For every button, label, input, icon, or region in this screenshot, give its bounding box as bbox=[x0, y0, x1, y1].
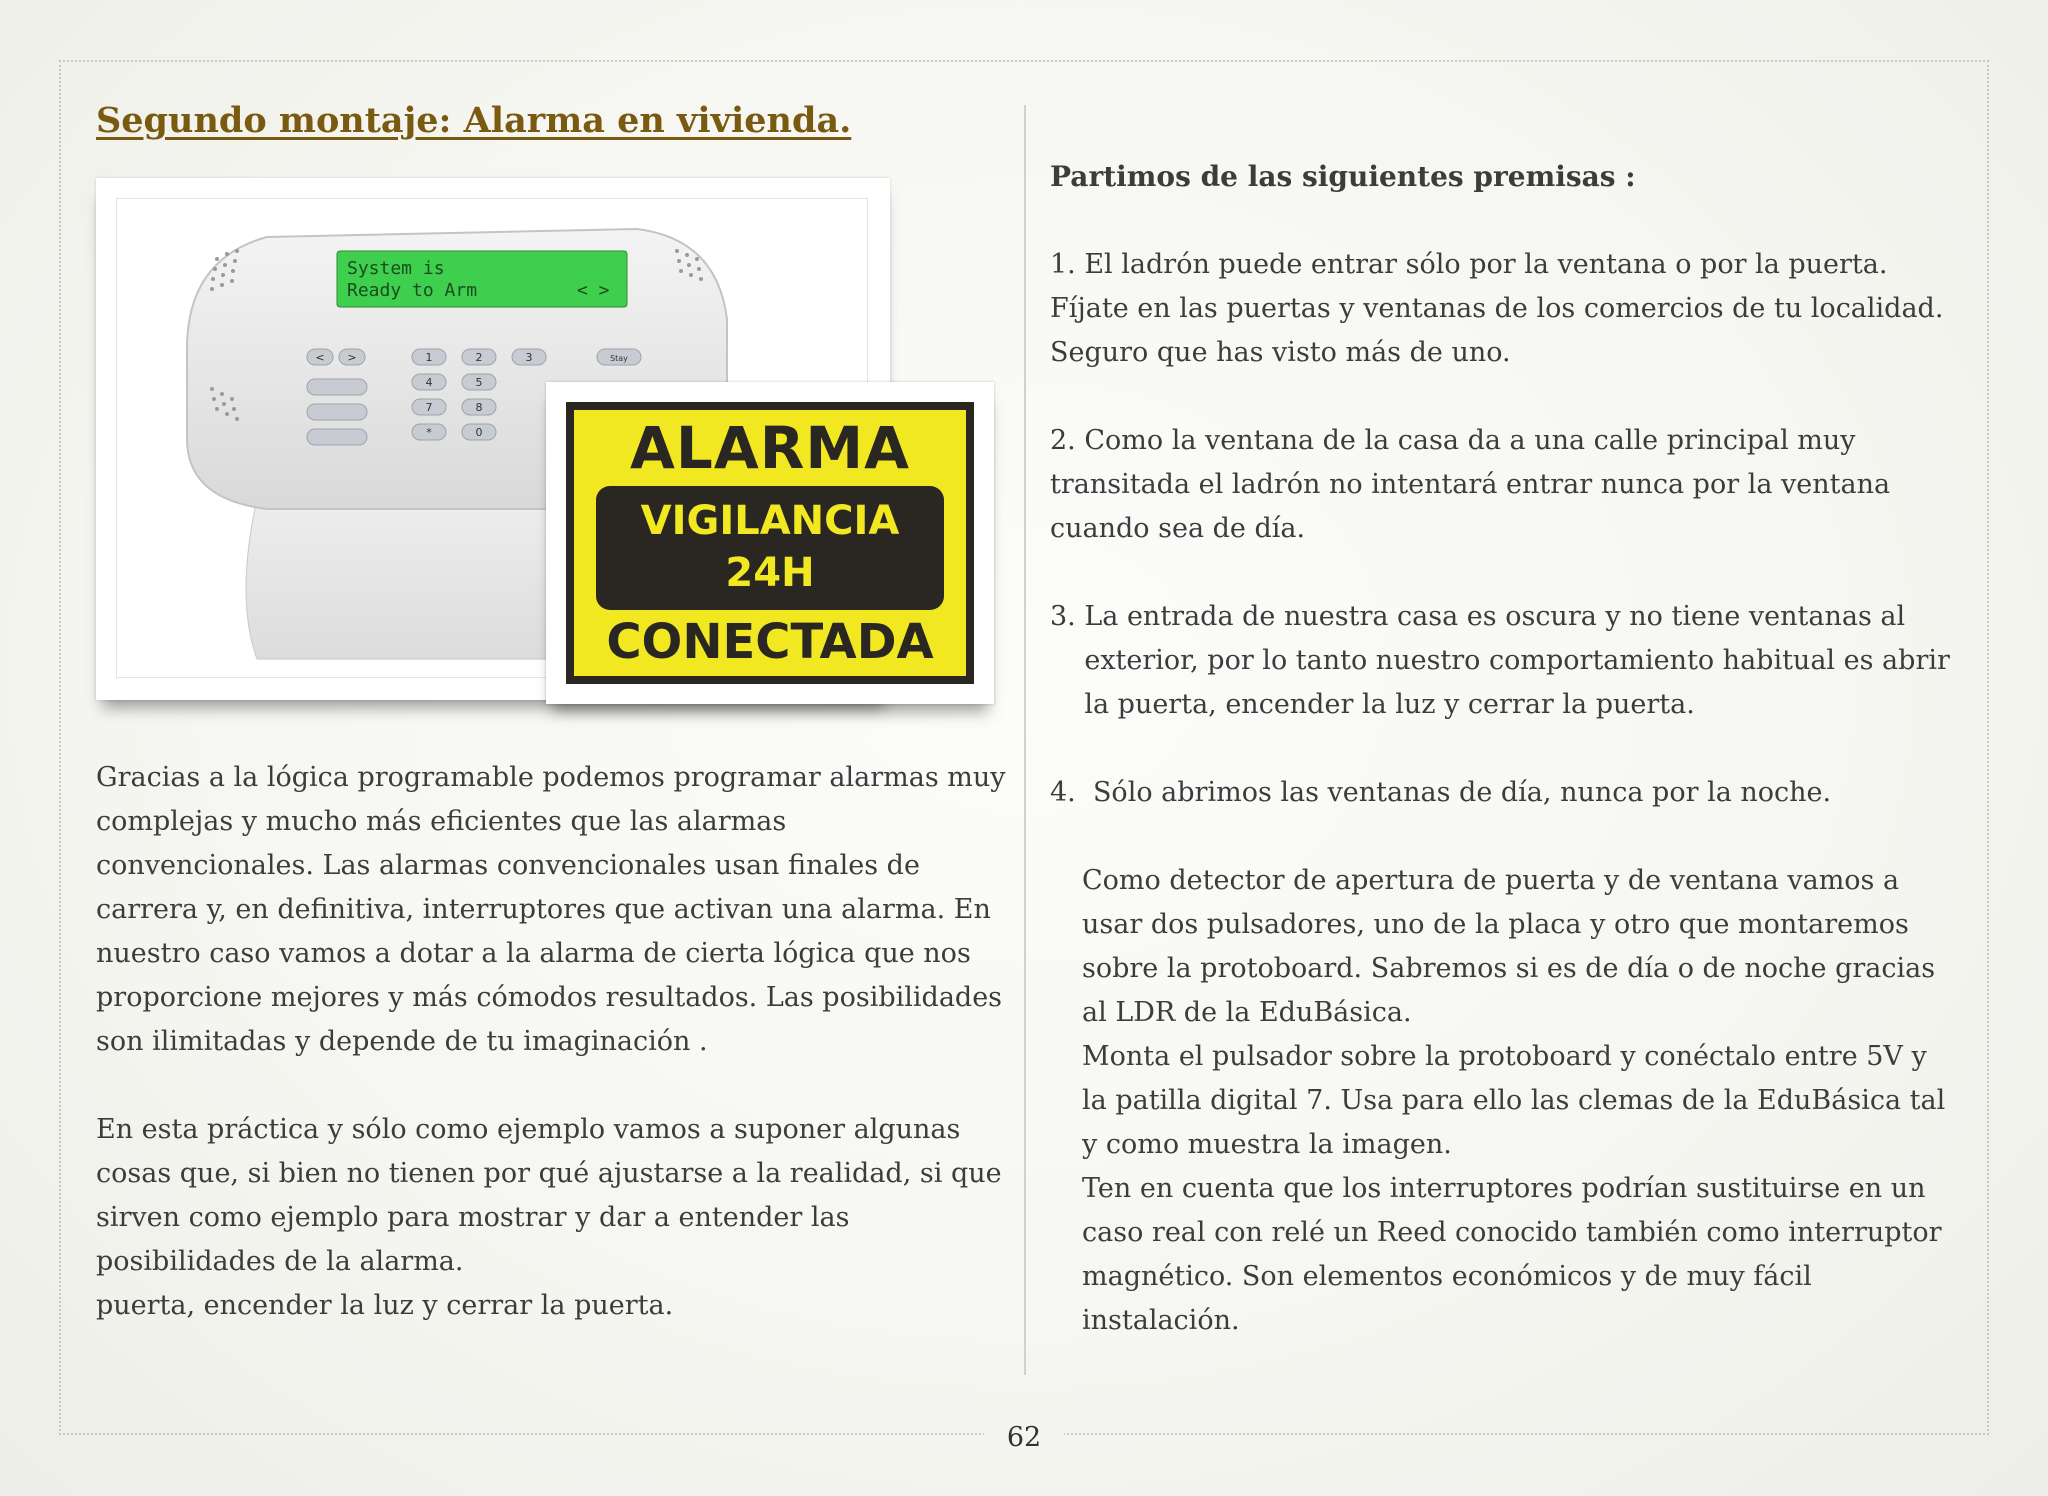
sign-title: ALARMA bbox=[630, 414, 910, 482]
svg-text:8: 8 bbox=[475, 401, 483, 414]
reed-paragraph: Ten en cuenta que los interruptores podrían sustituirse en un caso real con relé un Reed conocido también como interruptor magnético. Son elementos económicos y de muy fácil instalación. bbox=[1082, 1173, 1942, 1336]
sign-conectada: CONECTADA bbox=[606, 614, 934, 670]
lcd-arrows: < > bbox=[577, 280, 610, 301]
svg-text:<: < bbox=[315, 351, 325, 364]
intro-paragraph: Gracias a la lógica programable podemos programar alarmas muy complejas y mucho más eficientes que las alarmas convencionales. Las alarmas convencionales usan finales de carrera y, en definitiva, interruptores que activan una alarma. En nuestro caso vamos a dotar a la alarma de cierta lógica que nos proporcione mejores y más cómodos resultados. Las posibilidades son ilimitadas y depende de tu imaginación . bbox=[96, 762, 1006, 1057]
svg-text:*: * bbox=[426, 426, 432, 439]
svg-text:4: 4 bbox=[425, 376, 433, 389]
svg-text:2: 2 bbox=[475, 351, 483, 364]
example-paragraph-text: En esta práctica y sólo como ejemplo vamos a suponer algunas cosas que, si bien no tienen por qué ajustarse a la realidad, si que sirven como ejemplo para mostrar y dar a entender las posibilidades de la alarma. bbox=[96, 1114, 1002, 1277]
premise-number: 3. bbox=[1050, 601, 1085, 632]
premise-item-2 bbox=[1050, 419, 1950, 551]
premise-text: Como la ventana de la casa da a una calle principal muy transitada el ladrón no intentará entrar nunca por la ventana cuando sea de día. bbox=[1050, 425, 1891, 544]
svg-text:7: 7 bbox=[425, 401, 433, 414]
svg-text:0: 0 bbox=[475, 426, 483, 439]
left-column-text bbox=[96, 756, 1011, 1328]
premise-number: 4. bbox=[1050, 777, 1093, 808]
detector-details bbox=[1050, 859, 1950, 1343]
page-number: 62 bbox=[984, 1418, 1064, 1458]
column-divider bbox=[1024, 105, 1026, 1375]
premise-text: La entrada de nuestra casa es oscura y no tiene ventanas al exterior, por lo tanto nuestro comportamiento habitual es abrir la puerta, encender la luz y cerrar la puerta. bbox=[1084, 601, 1950, 720]
sign-24h: 24H bbox=[725, 550, 815, 596]
premises-heading: Partimos de las siguientes premisas : bbox=[1050, 160, 1636, 193]
svg-text:3: 3 bbox=[525, 351, 533, 364]
premise-item-1 bbox=[1050, 243, 1950, 375]
svg-text:>: > bbox=[347, 351, 357, 364]
premise-item-3 bbox=[1050, 595, 1950, 727]
svg-text:5: 5 bbox=[475, 376, 483, 389]
sign-vigilancia: VIGILANCIA bbox=[640, 498, 900, 544]
premise-number: 1. bbox=[1050, 249, 1085, 280]
lcd-line-2: Ready to Arm bbox=[347, 280, 478, 301]
detector-paragraph: Como detector de apertura de puerta y de ventana vamos a usar dos pulsadores, uno de la placa y otro que montaremos sobre la protoboard. Sabremos si es de día o de noche gracias al LDR de la EduBásica. bbox=[1082, 865, 1936, 1028]
premise-item-4 bbox=[1050, 771, 1950, 815]
page-title: Segundo montaje: Alarma en vivienda. bbox=[96, 100, 852, 141]
example-paragraph-tail: puerta, encender la luz y cerrar la puerta. bbox=[96, 1290, 674, 1321]
wiring-paragraph: Monta el pulsador sobre la protoboard y conéctalo entre 5V y la patilla digital 7. Usa para ello las clemas de la EduBásica tal y como muestra la imagen. bbox=[1082, 1041, 1946, 1160]
alarm-sign-photo bbox=[546, 382, 994, 704]
svg-text:1: 1 bbox=[425, 351, 433, 364]
example-paragraph bbox=[96, 1108, 1011, 1328]
premise-text: El ladrón puede entrar sólo por la ventana o por la puerta. Fíjate en las puertas y ventanas de los comercios de tu localidad. Seguro que has visto más de uno. bbox=[1050, 249, 1944, 368]
premise-number: 2. bbox=[1050, 425, 1085, 456]
lcd-line-1: System is bbox=[347, 258, 445, 279]
svg-text:Stay: Stay bbox=[610, 354, 628, 363]
keypad-cover bbox=[246, 499, 587, 659]
premise-text: Sólo abrimos las ventanas de día, nunca por la noche. bbox=[1092, 777, 1832, 808]
right-column bbox=[1050, 155, 1950, 1343]
